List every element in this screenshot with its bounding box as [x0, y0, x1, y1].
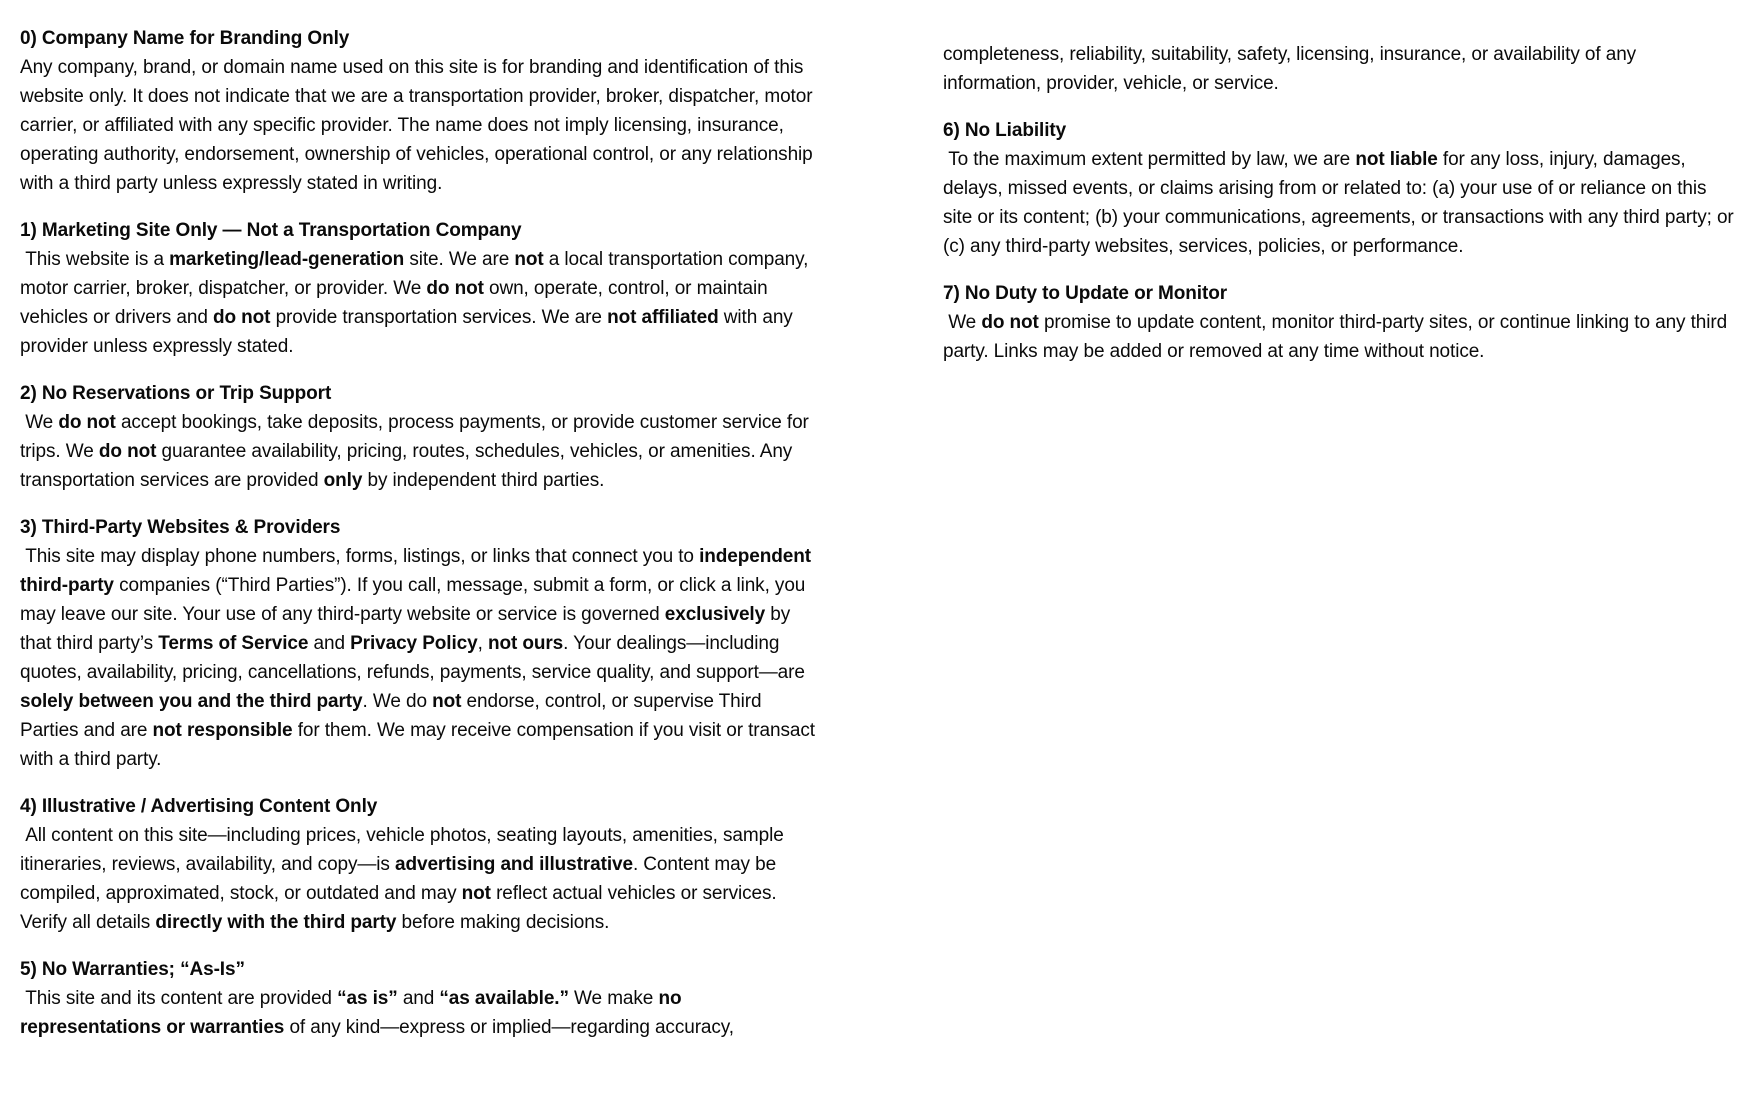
body-text-bold: do not	[426, 278, 484, 299]
section-heading: 0) Company Name for Branding Only	[20, 28, 350, 49]
body-text-bold: not	[461, 883, 491, 904]
body-text: for any loss, injury, damages, delays, missed events, or claims arising from or related to: (a) your use of or reliance on this site or its content; (b) your communications, agreements, or transactions with any third party; or (c) any third-party websites, services, policies, or performance.	[943, 149, 1739, 257]
column-left	[20, 24, 821, 1060]
body-text-bold: only	[323, 470, 363, 491]
body-text: provide transportation services. We are	[270, 307, 608, 328]
body-text: own, operate, control, or maintain vehicles or drivers and	[20, 278, 773, 328]
section-body	[20, 542, 821, 774]
section-3-third-party-websites-and-providers	[20, 513, 821, 774]
body-text: . Your dealings—including quotes, availability, pricing, cancellations, refunds, payments, service quality, and support—are	[20, 633, 811, 683]
section-body	[20, 984, 821, 1042]
body-text: ,	[477, 633, 488, 654]
body-text-bold: Privacy Policy	[350, 633, 478, 654]
body-text: a local transportation company, motor carrier, broker, dispatcher, or provider. We	[20, 249, 814, 299]
body-text: site. We are	[404, 249, 515, 270]
section-6-no-liability	[943, 116, 1738, 261]
body-text-bold: no representations or warranties	[20, 988, 687, 1038]
section-body	[20, 53, 821, 198]
section-1-marketing-site-only	[20, 216, 821, 361]
body-text: accept bookings, take deposits, process payments, or provide customer service for trips. We	[20, 412, 814, 462]
section-body	[20, 245, 821, 361]
body-text-bold: not responsible	[152, 720, 293, 741]
body-text-bold: “as available.”	[439, 988, 569, 1009]
body-text-bold: exclusively	[664, 604, 766, 625]
section-4-illustrative-advertising-content-only	[20, 792, 821, 937]
column-right	[943, 40, 1738, 384]
section-body	[20, 821, 821, 937]
body-text: for them. We may receive compensation if you visit or transact with a third party.	[20, 720, 821, 770]
section-2-no-reservations-or-trip-support	[20, 379, 821, 495]
body-text: We	[943, 312, 982, 333]
body-text-bold: not ours	[487, 633, 564, 654]
body-text-bold: do not	[981, 312, 1039, 333]
body-text: by independent third parties.	[362, 470, 605, 491]
body-text-bold: not	[514, 249, 544, 270]
section-body	[943, 308, 1738, 366]
body-text-bold: “as is”	[337, 988, 398, 1009]
section-heading: 5) No Warranties; “As-Is”	[20, 959, 245, 980]
body-text: We make	[568, 988, 659, 1009]
body-text: We	[20, 412, 59, 433]
body-text: with any provider unless expressly stated.	[20, 307, 798, 357]
body-text: of any kind—express or implied—regarding accuracy,	[284, 1017, 734, 1038]
body-text: before making decisions.	[396, 912, 610, 933]
body-text: guarantee availability, pricing, routes, schedules, vehicles, or amenities. Any transportation services are provided	[20, 441, 798, 491]
section-body	[943, 40, 1738, 98]
body-text-bold: advertising and illustrative	[395, 854, 633, 875]
section-heading: 3) Third-Party Websites & Providers	[20, 517, 341, 538]
section-heading: 2) No Reservations or Trip Support	[20, 383, 332, 404]
body-text: This website is a	[20, 249, 170, 270]
body-text: All content on this site—including prices, vehicle photos, seating layouts, amenities, sample itineraries, reviews, availability, and copy—is	[20, 825, 789, 875]
section-7-no-duty-to-update-or-monitor	[943, 279, 1738, 366]
body-text: reflect actual vehicles or services. Verify all details	[20, 883, 782, 933]
section-heading: 6) No Liability	[943, 120, 1067, 141]
body-text: and	[397, 988, 440, 1009]
section-heading: 4) Illustrative / Advertising Content Only	[20, 796, 378, 817]
body-text: This site and its content are provided	[20, 988, 338, 1009]
section-body	[943, 145, 1738, 261]
body-text: completeness, reliability, suitability, safety, licensing, insurance, or availability of any information, provider, vehicle, or service.	[943, 44, 1642, 94]
body-text: by that third party’s	[20, 604, 796, 654]
body-text-bold: not liable	[1355, 149, 1438, 170]
body-text-bold: independent third-party	[20, 546, 817, 596]
body-text: To the maximum extent permitted by law, we are	[943, 149, 1356, 170]
section-0-company-name-for-branding-only	[20, 24, 821, 198]
body-text: endorse, control, or supervise Third Parties and are	[20, 691, 767, 741]
section-heading: 7) No Duty to Update or Monitor	[943, 283, 1227, 304]
body-text: Any company, brand, or domain name used on this site is for branding and identification of this website only. It does not indicate that we are a transportation provider, broker, dispatcher, motor carrier, or affiliated with any specific provider. The name does not imply licensing, insurance, operating authority, endorsement, ownership of vehicles, operational control, or any relationship with a third party unless expressly stated in writing.	[20, 57, 818, 194]
body-text-bold: do not	[212, 307, 271, 328]
body-text-bold: directly with the third party	[155, 912, 397, 933]
body-text-bold: not	[432, 691, 462, 712]
section-5-continuation	[943, 40, 1738, 98]
section-body	[20, 408, 821, 495]
body-text: companies (“Third Parties”). If you call, message, submit a form, or click a link, you may leave our site. Your use of any third-party website or service is governed	[20, 575, 811, 625]
body-text: . We do	[362, 691, 433, 712]
section-5-no-warranties-as-is	[20, 955, 821, 1042]
body-text-bold: marketing/lead-generation	[169, 249, 405, 270]
body-text-bold: not affiliated	[607, 307, 719, 328]
body-text-bold: Terms of Service	[158, 633, 309, 654]
body-text: This site may display phone numbers, forms, listings, or links that connect you to	[20, 546, 700, 567]
body-text-bold: do not	[98, 441, 157, 462]
body-text: and	[308, 633, 351, 654]
body-text-bold: solely between you and the third party	[20, 691, 363, 712]
body-text: . Content may be compiled, approximated, stock, or outdated and may	[20, 854, 782, 904]
body-text: promise to update content, monitor third-party sites, or continue linking to any third party. Links may be added or removed at any time without notice.	[943, 312, 1733, 362]
section-heading: 1) Marketing Site Only — Not a Transportation Company	[20, 220, 522, 241]
body-text-bold: do not	[58, 412, 116, 433]
